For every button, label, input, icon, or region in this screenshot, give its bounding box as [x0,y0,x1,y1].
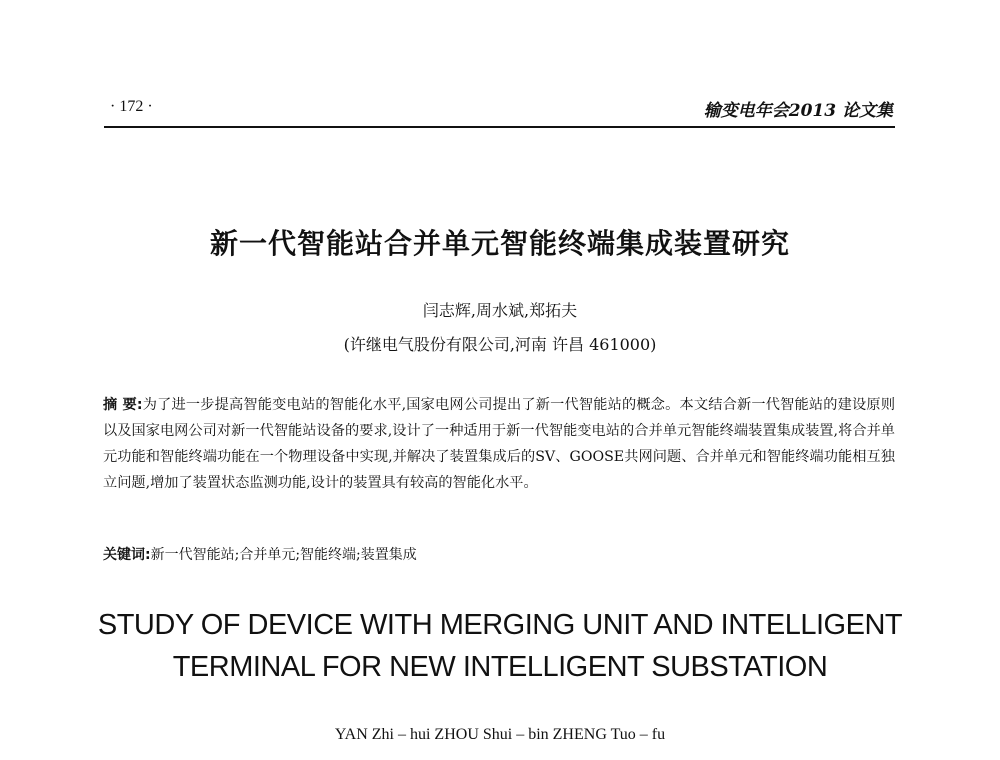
authors-english: YAN Zhi – hui ZHOU Shui – bin ZHENG Tuo – fu [334,726,666,743]
affiliation-chinese: (许继电气股份有限公司,河南 许昌 461000) [343,335,657,354]
title-english-line-1: STUDY OF DEVICE WITH MERGING UNIT AND INTELLIGENT [97,609,903,641]
page-header [104,96,895,128]
title-english-line-2: TERMINAL FOR NEW INTELLIGENT SUBSTATION [172,651,828,683]
abstract-label: 摘 要: [103,397,143,413]
authors-chinese: 闫志辉,周水斌,郑拓夫 [422,301,578,320]
page-number: · 172 · [110,98,153,115]
keywords [103,544,895,564]
abstract [103,392,895,496]
journal-name: 输变电年会2013 论文集 [703,101,893,121]
abstract-text: 为了进一步提高智能变电站的智能化水平,国家电网公司提出了新一代智能站的概念。本文结合新一代智能站的建设原则以及国家电网公司对新一代智能站设备的要求,设计了一种适用于新一代智能变电站的合并单元智能终端装置集成装置,将合并单元功能和智能终端功能在一个物理设备中实现,并解决了装置集成后的SV、GOOSE共网问题、合并单元和智能终端功能相互独立问题,增加了装置状态监测功能,设计的装置具有较高的智能化水平。 [103,397,896,491]
title-english [0,604,1000,688]
keywords-label: 关键词: [103,547,151,563]
keywords-text: 新一代智能站;合并单元;智能终端;装置集成 [150,547,417,563]
title-chinese: 新一代智能站合并单元智能终端集成装置研究 [209,227,790,260]
